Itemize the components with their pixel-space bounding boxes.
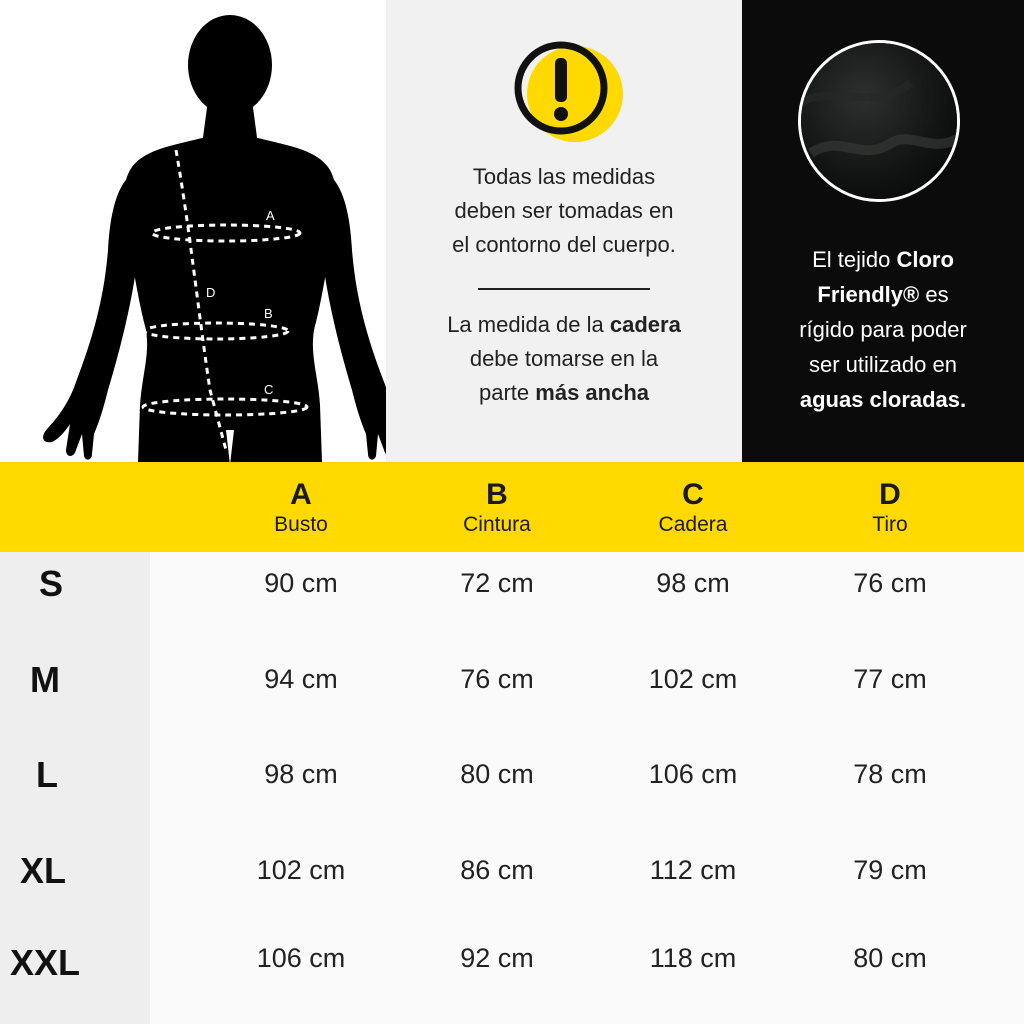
fabric-line1-text: El tejido	[812, 247, 897, 272]
fabric-line5-bold: aguas cloradas.	[799, 387, 967, 412]
fabric-description	[742, 242, 1024, 417]
column-header-tiro	[792, 478, 988, 538]
table-cell: 98 cm	[264, 759, 338, 789]
hip-note-line2: debe tomarse en la	[469, 346, 659, 371]
column-name: Cintura	[463, 513, 531, 536]
table-cell: 92 cm	[460, 943, 534, 973]
table-cell: 76 cm	[853, 568, 927, 598]
table-cell: 106 cm	[648, 759, 738, 789]
measurement-note-line3: el contorno del cuerpo.	[452, 232, 676, 257]
fabric-line2-bold: Friendly®	[817, 282, 920, 307]
hip-note	[386, 308, 742, 410]
table-cell: 102 cm	[648, 664, 738, 694]
figure-panel	[0, 0, 386, 462]
fabric-line5	[742, 382, 1024, 417]
measurement-note	[386, 160, 742, 262]
fabric-swatch-image	[798, 40, 960, 202]
body-silhouette	[30, 10, 420, 465]
hip-note-line1	[386, 308, 742, 342]
table-cell: 79 cm	[853, 855, 927, 885]
label-a: A	[266, 208, 275, 223]
table-cell: 78 cm	[853, 759, 927, 789]
fabric-line1-bold: Cloro	[896, 247, 954, 272]
table-cell: 90 cm	[264, 568, 338, 598]
column-name: Busto	[274, 513, 328, 536]
fabric-line4: ser utilizado en	[809, 352, 957, 377]
column-name: Cadera	[658, 513, 728, 536]
table-cell: 106 cm	[256, 943, 346, 973]
hip-note-line3	[386, 376, 742, 410]
size-label-m: M	[30, 659, 60, 700]
label-b: B	[264, 306, 273, 321]
fabric-line2-text: es	[919, 282, 949, 307]
top-section	[0, 0, 1024, 462]
column-header-cintura	[399, 478, 595, 538]
measurement-note-line1: Todas las medidas	[472, 164, 656, 189]
hip-note-line3-bold: más ancha	[535, 380, 649, 405]
measurement-note-line2: deben ser tomadas en	[454, 198, 674, 223]
fabric-panel	[742, 0, 1024, 462]
column-letter: B	[486, 478, 508, 511]
column-letter: A	[290, 478, 312, 511]
column-header-busto	[203, 478, 399, 538]
column-letter: D	[879, 478, 901, 511]
table-cell: 98 cm	[656, 568, 730, 598]
table-cell: 80 cm	[460, 759, 534, 789]
table-cell: 72 cm	[460, 568, 534, 598]
column-header-cadera	[595, 478, 791, 538]
hip-note-line1-text: La medida de la	[447, 312, 610, 337]
table-cell: 94 cm	[264, 664, 338, 694]
hip-note-line1-bold: cadera	[609, 312, 681, 337]
measurement-info-panel	[386, 0, 742, 462]
table-cell: 102 cm	[256, 855, 346, 885]
size-label-s: S	[38, 563, 63, 604]
table-cell: 118 cm	[649, 943, 737, 973]
label-d: D	[206, 285, 216, 300]
divider	[478, 288, 650, 290]
size-label-xxl: XXL	[9, 942, 80, 983]
table-cell: 77 cm	[853, 664, 927, 694]
fabric-line2	[742, 277, 1024, 312]
table-cell: 80 cm	[853, 943, 927, 973]
table-cell: 76 cm	[460, 664, 534, 694]
fabric-line1	[742, 242, 1024, 277]
size-label-l: L	[36, 754, 58, 795]
size-label-xl: XL	[19, 850, 66, 891]
hip-note-line3-text: parte	[479, 380, 536, 405]
table-cell: 86 cm	[460, 855, 534, 885]
column-name: Tiro	[872, 513, 908, 536]
column-letter: C	[682, 478, 704, 511]
table-cell: 112 cm	[649, 855, 737, 885]
label-c: C	[264, 382, 274, 397]
warning-icon	[499, 38, 629, 148]
fabric-line3: rígido para poder	[799, 317, 967, 342]
